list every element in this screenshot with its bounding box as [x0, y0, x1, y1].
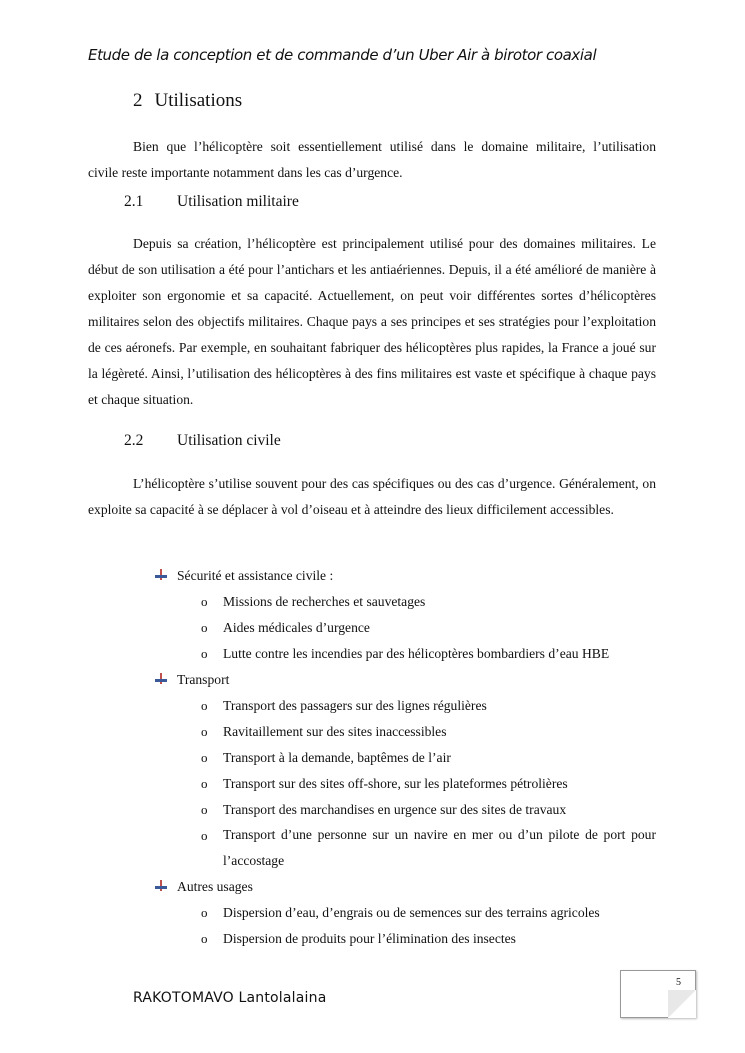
list-item: o Aides médicales d’urgence — [201, 620, 370, 635]
list-label: Autres usages — [177, 879, 253, 894]
subsection-number: 2.1 — [124, 193, 144, 210]
list-item-autres — [155, 879, 253, 895]
circle-bullet-icon: o — [201, 905, 208, 920]
circle-bullet-icon: o — [201, 594, 208, 609]
circle-bullet-icon: o — [201, 724, 208, 739]
circle-bullet-icon: o — [201, 646, 208, 661]
page-curl-icon — [668, 990, 696, 1018]
circle-bullet-icon: o — [201, 750, 208, 765]
list-item: o Transport des passagers sur des lignes régulières — [201, 698, 487, 713]
page-number-box — [620, 970, 696, 1018]
list-label: Transport — [177, 672, 230, 687]
intro-line-2: civile reste importante notamment dans les cas d’urgence. — [88, 165, 403, 180]
subsection-heading-military — [124, 193, 299, 211]
list-item-transport — [155, 672, 229, 688]
list-item: o Ravitaillement sur des sites inaccessibles — [201, 724, 447, 739]
section-heading — [133, 90, 242, 112]
arrow-bullet-icon — [155, 880, 167, 892]
circle-bullet-icon: o — [201, 698, 208, 713]
circle-bullet-icon: o — [201, 931, 208, 946]
section-number: 2 — [133, 90, 143, 111]
subsection-number: 2.2 — [124, 432, 144, 449]
list-item: o Missions de recherches et sauvetages — [201, 594, 426, 609]
circle-bullet-icon: o — [201, 776, 208, 791]
arrow-bullet-icon — [155, 673, 167, 685]
list-item: o Transport sur des sites off-shore, sur les plateformes pétrolières — [201, 776, 568, 791]
subsection-title: Utilisation civile — [177, 432, 281, 449]
circle-bullet-icon: o — [201, 828, 208, 843]
military-paragraph: Depuis sa création, l’hélicoptère est principalement utilisé pour des domaines militaires. Le début de son utilisation a été pour l’antichars et les antiaériennes. Depuis, il a été amélioré de manière à exploiter son ergonomie et sa capacité. Actuellement, on peut voir différentes sortes d’hélicoptères militaires selon des objectifs militaires. Chaque pays a ses principes et ses stratégies pour l’exploitation de ces aéronefs. Par exemple, en souhaitant fabriquer des hélicoptères plus rapides, la France a joué sur la légèreté. Ainsi, l’utilisation des hélicoptères à des fins militaires est vaste et spécifique à chaque pays et chaque situation. — [88, 236, 656, 407]
footer-author: RAKOTOMAVO Lantolalaina — [133, 990, 327, 1006]
arrow-bullet-icon — [155, 569, 167, 581]
list-item: o Transport à la demande, baptêmes de l’air — [201, 750, 451, 765]
page-number: 5 — [676, 977, 681, 988]
intro-line-1: Bien que l’hélicoptère soit essentiellement utilisé dans le domaine militaire, l’utilisation — [133, 139, 656, 154]
section-title: Utilisations — [154, 90, 243, 111]
list-item: o Lutte contre les incendies par des hélicoptères bombardiers d’eau HBE — [201, 646, 610, 661]
list-item: o Dispersion de produits pour l’élimination des insectes — [201, 931, 516, 946]
list-label: Sécurité et assistance civile : — [177, 568, 334, 583]
list-item — [201, 828, 223, 844]
list-item: o Transport des marchandises en urgence sur des sites de travaux — [201, 802, 567, 817]
circle-bullet-icon: o — [201, 802, 208, 817]
circle-bullet-icon: o — [201, 620, 208, 635]
subsection-title: Utilisation militaire — [177, 193, 299, 210]
subsection-heading-civil — [124, 432, 281, 450]
intro-paragraph — [88, 134, 656, 186]
running-header: Etude de la conception et de commande d’un Uber Air à birotor coaxial — [88, 46, 597, 64]
civil-paragraph: L’hélicoptère s’utilise souvent pour des cas spécifiques ou des cas d’urgence. Généralement, on exploite sa capacité à se déplacer à vol d’oiseau et à atteindre des lieux difficilement accessibles. — [88, 476, 656, 517]
list-item-wrapped: Transport d’une personne sur un navire en mer ou d’un pilote de port pour l’accostage — [223, 827, 656, 868]
list-item: o Dispersion d’eau, d’engrais ou de semences sur des terrains agricoles — [201, 905, 600, 920]
list-item-securite — [155, 568, 333, 584]
